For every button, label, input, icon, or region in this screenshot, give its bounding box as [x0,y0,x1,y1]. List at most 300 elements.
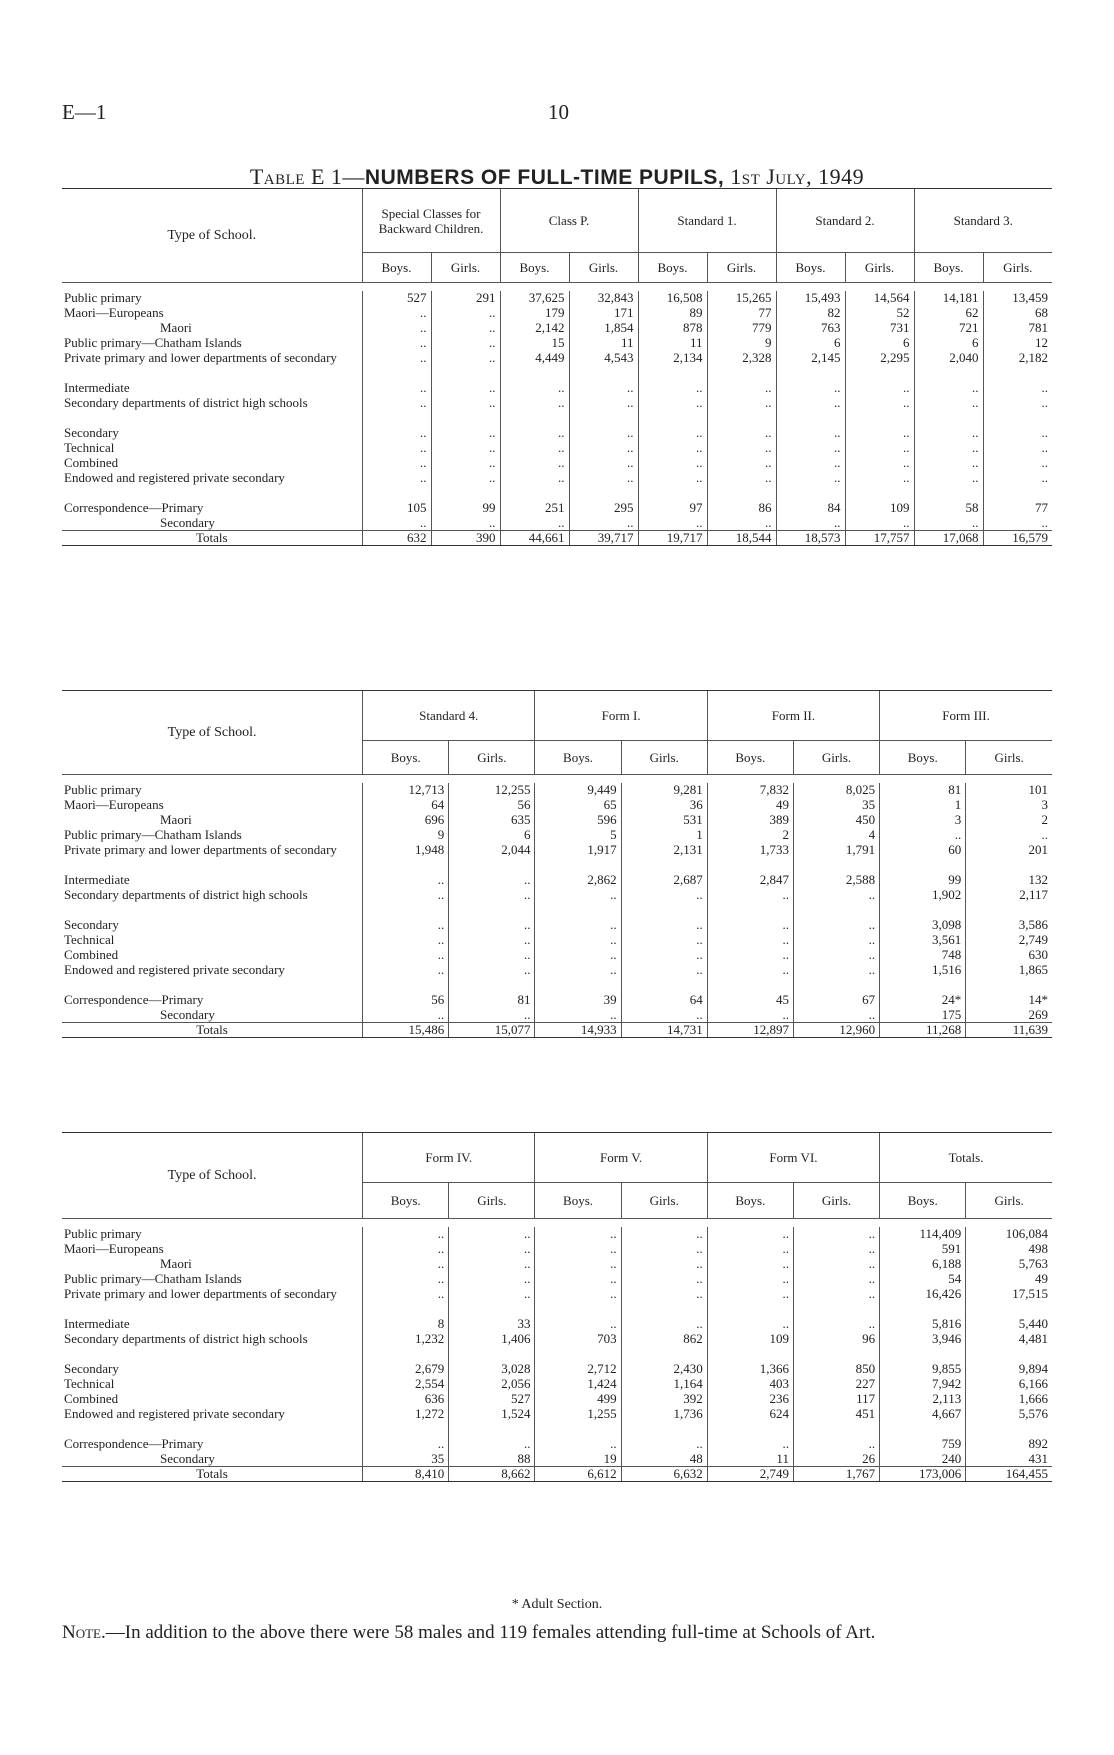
table-cell: .. [535,888,621,918]
table-title-prefix: Table E 1— [249,164,365,189]
table-cell: 2,679 [363,1362,449,1377]
table-cell: 64 [621,993,707,1008]
table-cell: 9,449 [535,783,621,798]
table-cell: 2,554 [363,1377,449,1392]
table-cell: 499 [535,1392,621,1407]
table-cell: 26 [793,1452,879,1467]
table-cell: .. [431,396,500,426]
table-cell: .. [845,456,914,471]
table-cell: .. [776,426,845,441]
column-group-header: Totals. [880,1133,1052,1183]
table-cell: .. [793,933,879,948]
table-cell: .. [569,441,638,456]
table-cell: .. [707,471,776,501]
table-cell: .. [363,1437,449,1452]
table-cell: 99 [880,873,966,888]
table-cell: .. [535,1257,621,1272]
table-row [62,456,1052,471]
totals-cell: 18,544 [707,531,776,546]
table-row [62,813,1052,828]
table-cell: 60 [880,843,966,873]
table-cell: .. [707,1008,793,1023]
school-type-text: Secondary [160,1450,215,1466]
girls-column-header: Girls. [983,253,1052,283]
totals-cell: 12,960 [793,1023,879,1038]
table-row [62,873,1052,888]
table-title [0,164,1114,190]
table-row [62,1242,1052,1257]
table-row [62,828,1052,843]
column-group-header: Standard 2. [776,189,914,253]
column-group-header: Special Classes for Backward Children. [362,189,500,253]
page-code: E—1 [62,100,107,124]
table-cell: .. [776,516,845,531]
totals-label: Totals [62,531,362,546]
table-cell: 878 [638,321,707,336]
school-type-text: Intermediate [64,379,130,395]
table-cell: .. [362,351,431,381]
table-cell: 67 [793,993,879,1008]
table-cell: 6 [914,336,983,351]
table-cell: .. [449,963,535,993]
table-cell: 721 [914,321,983,336]
table-cell: 12,255 [449,783,535,798]
table-cell: .. [363,1227,449,1242]
page-number: 10 [548,100,569,124]
school-type-label [62,456,362,471]
table-cell: 2,749 [966,933,1052,948]
school-type-label [62,948,363,963]
table-cell: 527 [362,291,431,306]
table-cell: 1,516 [880,963,966,993]
table-cell: 892 [966,1437,1052,1452]
boys-column-header: Boys. [500,253,569,283]
table-cell: .. [776,396,845,426]
table-cell: 269 [966,1008,1052,1023]
school-type-text: Combined [64,1390,119,1406]
boys-column-header: Boys. [363,741,449,775]
table-cell: 295 [569,501,638,516]
table-cell: .. [638,441,707,456]
table-cell: .. [569,516,638,531]
table-cell: .. [362,441,431,456]
table-cell: 1,917 [535,843,621,873]
table-row [62,1452,1052,1467]
totals-cell: 18,573 [776,531,845,546]
table-cell: .. [707,441,776,456]
table-cell: 450 [793,813,879,828]
table-cell: 201 [966,843,1052,873]
table-cell: 696 [363,813,449,828]
table-cell: 3 [880,813,966,828]
table-cell: 451 [793,1407,879,1437]
table-cell: 5,816 [880,1317,966,1332]
table-cell: .. [707,1437,793,1452]
table-cell: .. [621,1317,707,1332]
school-type-text: Public primary [64,1225,142,1241]
table-cell: 105 [362,501,431,516]
note-text: —In addition to the above there were 58 males and 119 females attending full-time at Schools of Art. [105,1622,876,1643]
school-type-label [62,873,363,888]
table-cell: .. [621,1437,707,1452]
table-cell: 850 [793,1362,879,1377]
table-cell: .. [449,918,535,933]
table-cell: .. [983,396,1052,426]
table-cell: .. [431,426,500,441]
table-row [62,516,1052,531]
table-cell: 179 [500,306,569,321]
table-cell: 291 [431,291,500,306]
table-cell: 403 [707,1377,793,1392]
school-type-text: Maori—Europeans [64,304,164,320]
school-type-text: Public primary—Chatham Islands [64,826,242,842]
table-cell: .. [638,456,707,471]
table-cell: 15,265 [707,291,776,306]
table-cell: .. [363,948,449,963]
boys-column-header: Boys. [363,1183,449,1219]
table-cell: .. [449,1008,535,1023]
boys-column-header: Boys. [914,253,983,283]
table-cell: 81 [449,993,535,1008]
table-cell: .. [449,1272,535,1287]
table-cell: 54 [880,1272,966,1287]
school-type-text: Maori—Europeans [64,1240,164,1256]
school-type-text: Secondary [64,424,119,440]
table-cell: 117 [793,1392,879,1407]
table-cell: .. [363,888,449,918]
table-row [62,501,1052,516]
table-cell: .. [621,1257,707,1272]
school-type-label [62,1257,363,1272]
school-type-text: Secondary [160,1006,215,1022]
table-cell: 636 [363,1392,449,1407]
table-cell: .. [621,1242,707,1257]
table-cell: .. [845,471,914,501]
table-cell: .. [449,1227,535,1242]
table-row [62,1332,1052,1362]
table-cell: 227 [793,1377,879,1392]
table-row [62,1317,1052,1332]
totals-cell: 12,897 [707,1023,793,1038]
boys-column-header: Boys. [880,741,966,775]
table-cell: 2,145 [776,351,845,381]
table-cell: 2,182 [983,351,1052,381]
table-cell: 84 [776,501,845,516]
table-cell: .. [500,471,569,501]
table-cell: .. [431,381,500,396]
table-cell: 4,543 [569,351,638,381]
table-cell: .. [431,516,500,531]
girls-column-header: Girls. [845,253,914,283]
table-cell: 13,459 [983,291,1052,306]
table-cell: 748 [880,948,966,963]
table-cell: 759 [880,1437,966,1452]
totals-cell: 6,632 [621,1467,707,1482]
table-row [62,1272,1052,1287]
table-cell: .. [914,516,983,531]
table-cell: .. [983,381,1052,396]
table-cell: .. [449,1242,535,1257]
table-cell: .. [535,1242,621,1257]
table-cell: 65 [535,798,621,813]
table-cell: .. [707,456,776,471]
school-type-text: Endowed and registered private secondary [64,961,285,977]
table-cell: .. [569,426,638,441]
table-cell: 1,854 [569,321,638,336]
table-row [62,321,1052,336]
table-cell: 3 [966,798,1052,813]
table-cell: .. [707,1242,793,1257]
table-cell: 11 [707,1452,793,1467]
table-cell: .. [363,1008,449,1023]
table-row [62,1392,1052,1407]
school-type-text: Secondary [64,1360,119,1376]
table-cell: 56 [363,993,449,1008]
table-cell: .. [621,918,707,933]
girls-column-header: Girls. [621,741,707,775]
table-cell: .. [500,426,569,441]
girls-column-header: Girls. [793,741,879,775]
table-cell: 1,733 [707,843,793,873]
table-cell: 58 [914,501,983,516]
table-cell: .. [621,1272,707,1287]
school-type-text: Endowed and registered private secondary [64,1405,285,1421]
table-cell: .. [569,396,638,426]
table-cell: .. [707,516,776,531]
table-cell: 4,667 [880,1407,966,1437]
table-cell: 16,508 [638,291,707,306]
table-cell: .. [431,441,500,456]
table-cell: .. [845,441,914,456]
table-cell: .. [793,1287,879,1317]
table-cell: 635 [449,813,535,828]
table-row [62,798,1052,813]
table-cell: .. [362,456,431,471]
table-cell: 240 [880,1452,966,1467]
girls-column-header: Girls. [707,253,776,283]
table-cell: .. [845,396,914,426]
table-cell: .. [362,516,431,531]
school-type-text: Intermediate [64,871,130,887]
table-cell: 2,712 [535,1362,621,1377]
table-cell: 1,666 [966,1392,1052,1407]
table-cell: .. [431,351,500,381]
table-cell: 7,942 [880,1377,966,1392]
table-cell: .. [449,933,535,948]
school-type-label [62,1227,363,1242]
table-cell: .. [983,441,1052,456]
column-group-header: Standard 1. [638,189,776,253]
table-cell: .. [431,321,500,336]
table-cell: 81 [880,783,966,798]
table-cell: .. [793,1242,879,1257]
girls-column-header: Girls. [966,1183,1052,1219]
table-cell: 15,493 [776,291,845,306]
table-cell: 77 [707,306,776,321]
school-type-label [62,798,363,813]
totals-row [62,1023,1052,1038]
table-cell: .. [983,456,1052,471]
table-cell: 1,791 [793,843,879,873]
table-cell: .. [914,441,983,456]
school-type-text: Combined [64,946,119,962]
table-cell: 19 [535,1452,621,1467]
table-cell: .. [362,396,431,426]
school-type-label [62,963,363,993]
boys-column-header: Boys. [638,253,707,283]
school-type-text: Endowed and registered private secondary [64,469,285,485]
table-cell: 109 [845,501,914,516]
table-cell: 77 [983,501,1052,516]
table-row [62,783,1052,798]
school-type-label [62,1377,363,1392]
totals-label: Totals [62,1467,363,1482]
table-cell: 1,524 [449,1407,535,1437]
table-cell: 2,131 [621,843,707,873]
school-type-label [62,1272,363,1287]
table-cell: 82 [776,306,845,321]
table-cell: .. [638,516,707,531]
table-row [62,1008,1052,1023]
school-type-label [62,381,362,396]
table-cell: .. [362,426,431,441]
table-cell: .. [983,516,1052,531]
table-cell: 527 [449,1392,535,1407]
school-type-label [62,888,363,918]
table-cell: .. [535,918,621,933]
totals-cell: 11,268 [880,1023,966,1038]
table-cell: .. [535,1272,621,1287]
table-cell: 56 [449,798,535,813]
column-group-header: Standard 3. [914,189,1052,253]
table-cell: .. [707,1257,793,1272]
girls-column-header: Girls. [449,741,535,775]
table-cell: .. [569,456,638,471]
table-cell: 175 [880,1008,966,1023]
table-cell: 5,440 [966,1317,1052,1332]
table-cell: 12,713 [363,783,449,798]
table-cell: 49 [966,1272,1052,1287]
table-cell: 2,056 [449,1377,535,1392]
table-title-main: NUMBERS OF FULL-TIME PUPILS, [364,166,725,189]
table-cell: 49 [707,798,793,813]
totals-label: Totals [62,1023,363,1038]
table-cell: .. [535,963,621,993]
table-cell: 498 [966,1242,1052,1257]
school-type-label [62,306,362,321]
table-cell: .. [431,456,500,471]
totals-row [62,531,1052,546]
table-title-date: 1st July, 1949 [730,164,865,189]
table-cell: 703 [535,1332,621,1362]
school-type-label [62,813,363,828]
table-cell: .. [707,396,776,426]
table-cell: 39 [535,993,621,1008]
type-of-school-header: Type of School. [62,691,363,775]
school-type-label [62,828,363,843]
table-cell: .. [793,1437,879,1452]
school-type-text: Correspondence—Primary [64,991,204,1007]
school-type-label [62,1332,363,1362]
table-cell: 1,272 [363,1407,449,1437]
school-type-label [62,1437,363,1452]
table-cell: .. [793,1257,879,1272]
table-cell: .. [449,948,535,963]
totals-cell: 39,717 [569,531,638,546]
boys-column-header: Boys. [707,1183,793,1219]
group-header-row [62,691,1052,741]
table-cell: 35 [793,798,879,813]
table-cell: .. [707,1287,793,1317]
table-cell: 3,946 [880,1332,966,1362]
table-cell: 596 [535,813,621,828]
school-type-label [62,1008,363,1023]
table-cell: 1,948 [363,843,449,873]
table-cell: 1,736 [621,1407,707,1437]
table-row [62,426,1052,441]
table-cell: 6 [776,336,845,351]
table-cell: .. [776,441,845,456]
school-type-text: Maori [160,1255,192,1271]
totals-cell: 6,612 [535,1467,621,1482]
table-cell: 624 [707,1407,793,1437]
school-type-label [62,336,362,351]
totals-cell: 11,639 [966,1023,1052,1038]
table-section-2 [62,690,1052,1038]
table-cell: .. [535,933,621,948]
table-cell: .. [363,1242,449,1257]
table-cell: .. [363,963,449,993]
table-cell: .. [431,471,500,501]
table-cell: 1,424 [535,1377,621,1392]
table-row [62,381,1052,396]
boys-column-header: Boys. [362,253,431,283]
totals-cell: 173,006 [880,1467,966,1482]
table-cell: .. [363,1272,449,1287]
totals-cell: 15,486 [363,1023,449,1038]
table-cell: 48 [621,1452,707,1467]
school-type-label [62,1242,363,1257]
table-cell: .. [621,1227,707,1242]
footnote: * Adult Section. [511,1597,603,1612]
table-row [62,1362,1052,1377]
table-cell: 862 [621,1332,707,1362]
table-cell: 2,113 [880,1392,966,1407]
table-cell: 16,426 [880,1287,966,1317]
table-row [62,291,1052,306]
table-cell: 14,181 [914,291,983,306]
totals-cell: 19,717 [638,531,707,546]
boys-column-header: Boys. [535,741,621,775]
table-cell: .. [793,1008,879,1023]
school-type-text: Secondary departments of district high schools [64,886,308,902]
table-cell: 32,843 [569,291,638,306]
table-row [62,336,1052,351]
table-cell: .. [535,1287,621,1317]
table-cell: .. [793,1272,879,1287]
table-cell: 2,295 [845,351,914,381]
table-cell: .. [793,1227,879,1242]
totals-cell: 8,410 [363,1467,449,1482]
school-type-text: Secondary departments of district high schools [64,1330,308,1346]
column-group-header: Form IV. [363,1133,535,1183]
table-cell: 763 [776,321,845,336]
table-cell: 4,481 [966,1332,1052,1362]
table-cell: 6 [449,828,535,843]
school-type-text: Secondary [64,916,119,932]
table-cell: .. [707,426,776,441]
table-cell: 11 [638,336,707,351]
